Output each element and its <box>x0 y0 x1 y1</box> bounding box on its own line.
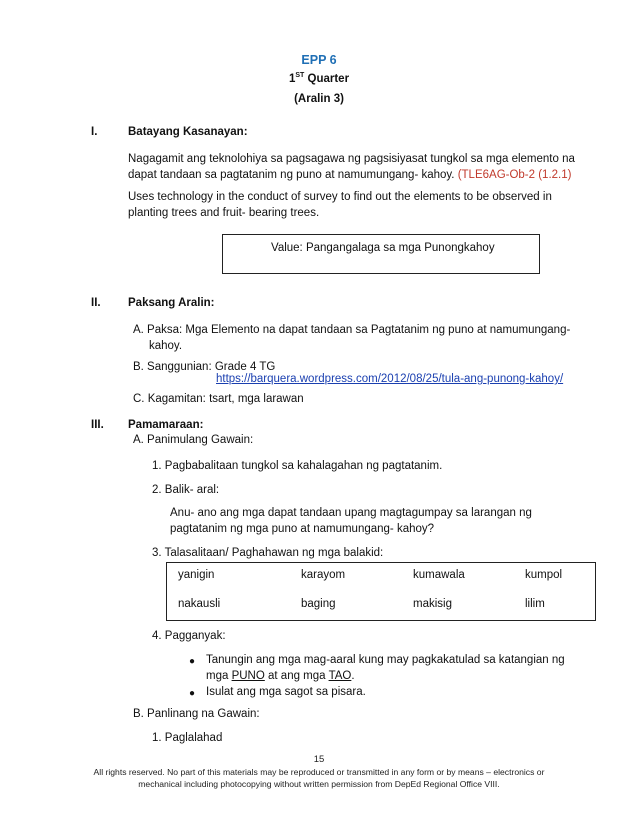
presentation-step: 1. Paglalahad <box>152 732 223 744</box>
keyword-tao: TAO <box>328 670 352 682</box>
topic-line-1: A. Paksa: Mga Elemento na dapat tandaan sa Pagtatanim ng puno at namumungang- <box>133 324 571 336</box>
competency-code: (TLE6AG-Ob-2 (1.2.1) <box>457 169 572 181</box>
reference-link[interactable]: https://barquera.wordpress.com/2012/08/25/tula-ang-punong-kahoy/ <box>216 373 564 385</box>
quarter-superscript: ST <box>295 72 305 80</box>
section-3-numeral: III. <box>91 419 104 431</box>
quarter-word: Quarter <box>307 73 350 85</box>
competency-text: dapat tandaan sa pagtatanim ng puno at namumungang- kahoy. <box>128 169 455 181</box>
step-1: 1. Pagbabalitaan tungkol sa kahalagahan ng pagtatanim. <box>152 460 443 472</box>
value-box <box>222 234 540 274</box>
competency-line-1: Nagagamit ang teknolohiya sa pagsagawa ng pagsisiyasat tungkol sa mga elemento na <box>128 153 575 165</box>
motivation-line-2 <box>206 668 355 684</box>
section-2-numeral: II. <box>91 297 101 309</box>
vocab-word: baging <box>301 598 336 610</box>
topic-line-2: kahoy. <box>149 340 183 352</box>
page-number: 15 <box>313 754 325 765</box>
vocab-word: kumawala <box>413 569 465 581</box>
vocab-word: karayom <box>301 569 346 581</box>
review-question-line-1: Anu- ano ang mga dapat tandaan upang magtagumpay sa larangan ng <box>170 507 532 519</box>
lesson-label: (Aralin 3) <box>294 93 344 105</box>
quarter-number: 1 <box>288 73 296 85</box>
step-2: 2. Balik- aral: <box>152 484 220 496</box>
value-text: Value: Pangangalaga sa mga Punongkahoy <box>271 242 495 254</box>
subject-title: EPP 6 <box>301 53 337 67</box>
copyright-line-1: All rights reserved. No part of this materials may be reproduced or transmitted in any form or by means – electronics or <box>93 767 545 777</box>
subsection-a-heading: A. Panimulang Gawain: <box>133 434 254 446</box>
quarter-label <box>0 73 638 85</box>
reference-line: B. Sanggunian: Grade 4 TG <box>133 361 276 373</box>
section-2-heading: Paksang Aralin: <box>128 297 215 309</box>
subsection-b-heading: B. Panlinang na Gawain: <box>133 708 260 720</box>
step-3: 3. Talasalitaan/ Paghahawan ng mga balakid: <box>152 547 384 559</box>
motivation-prefix: mga <box>206 670 229 682</box>
materials-line: C. Kagamitan: tsart, mga larawan <box>133 393 304 405</box>
motivation-line-1: Tanungin ang mga mag-aaral kung may pagkakatulad sa katangian ng <box>206 654 565 666</box>
motivation-line-3: Isulat ang mga sagot sa pisara. <box>206 686 366 698</box>
vocab-word: yanigin <box>178 569 215 581</box>
vocab-word: nakausli <box>178 598 221 610</box>
section-1-numeral: I. <box>91 126 98 138</box>
vocab-word: makisig <box>413 598 452 610</box>
copyright-line-2: mechanical including photocopying without written permission from DepEd Regional Office VIII. <box>138 779 500 789</box>
motivation-middle: at ang mga <box>268 670 326 682</box>
motivation-period: . <box>351 670 355 682</box>
keyword-puno: PUNO <box>231 670 265 682</box>
english-line-2: planting trees and fruit- bearing trees. <box>128 207 320 219</box>
bullet-icon: ● <box>189 688 196 699</box>
vocab-word: kumpol <box>525 569 563 581</box>
review-question-line-2: pagtatanim ng mga puno at namumungang- kahoy? <box>170 523 435 535</box>
section-3-heading: Pamamaraan: <box>128 419 204 431</box>
section-1-heading: Batayang Kasanayan: <box>128 126 248 138</box>
bullet-icon: ● <box>189 656 196 667</box>
step-4: 4. Pagganyak: <box>152 630 226 642</box>
english-line-1: Uses technology in the conduct of survey to find out the elements to be observed in <box>128 191 552 203</box>
vocabulary-box <box>166 562 596 621</box>
competency-line-2 <box>128 167 571 183</box>
vocab-word: lilim <box>525 598 545 610</box>
